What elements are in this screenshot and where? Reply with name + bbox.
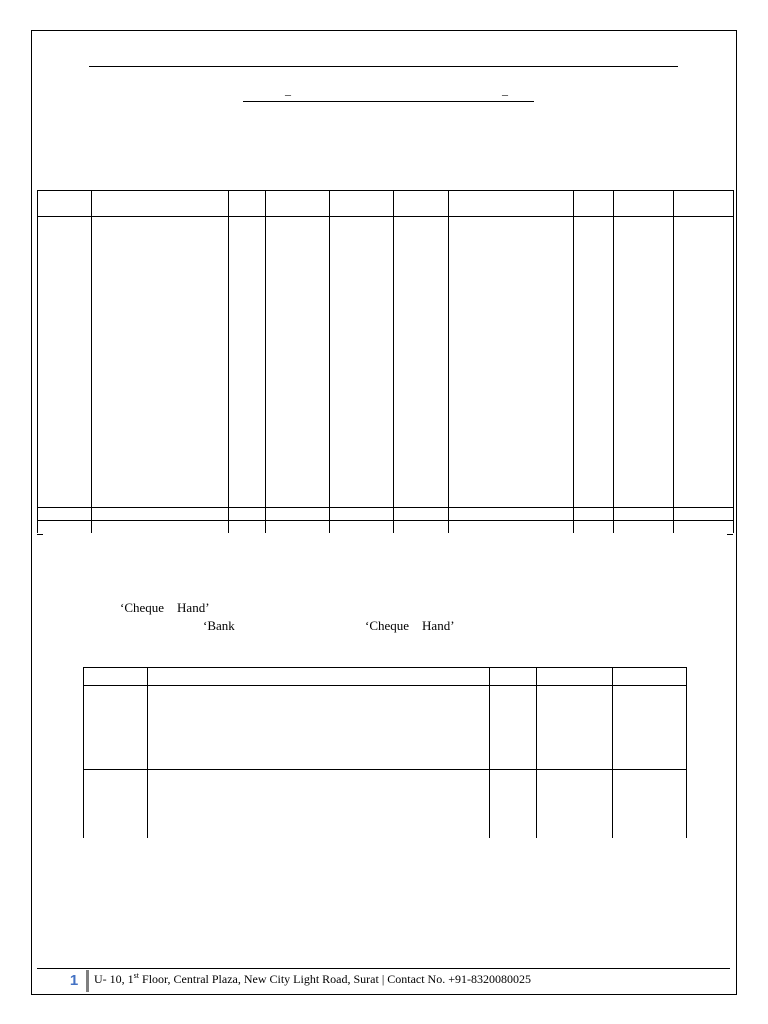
table-corner-right [727, 528, 733, 535]
cheque-hand-note-2: ‘Cheque Hand’ [365, 618, 455, 633]
payment-table [83, 667, 687, 838]
footer-address [94, 971, 531, 987]
footer-rule [37, 968, 730, 969]
page-number: 1 [69, 972, 79, 989]
table-total-row [38, 508, 734, 521]
table-corner-left [37, 528, 43, 535]
items-table [37, 190, 734, 533]
footer-address-suffix: Floor, Central Plaza, New City Light Road, Surat | Contact No. +91-8320080025 [139, 972, 531, 986]
footer-address-prefix: U- 10, 1 [94, 972, 134, 986]
title-rule [89, 66, 678, 67]
footer-divider [86, 970, 89, 992]
subtitle-dash-left: – [285, 87, 291, 101]
payment-row [84, 770, 687, 838]
footer-address-superscript: st [133, 971, 140, 980]
bank-note: ‘Bank [203, 618, 235, 633]
cheque-hand-note-1: ‘Cheque Hand’ [120, 600, 210, 615]
table-footer-row [38, 521, 734, 533]
payment-row [84, 686, 687, 770]
payment-header-row [84, 668, 687, 686]
subtitle-rule [243, 101, 534, 102]
table-header-row [38, 191, 734, 217]
table-body-row [38, 217, 734, 508]
subtitle-dash-right: – [502, 87, 508, 101]
